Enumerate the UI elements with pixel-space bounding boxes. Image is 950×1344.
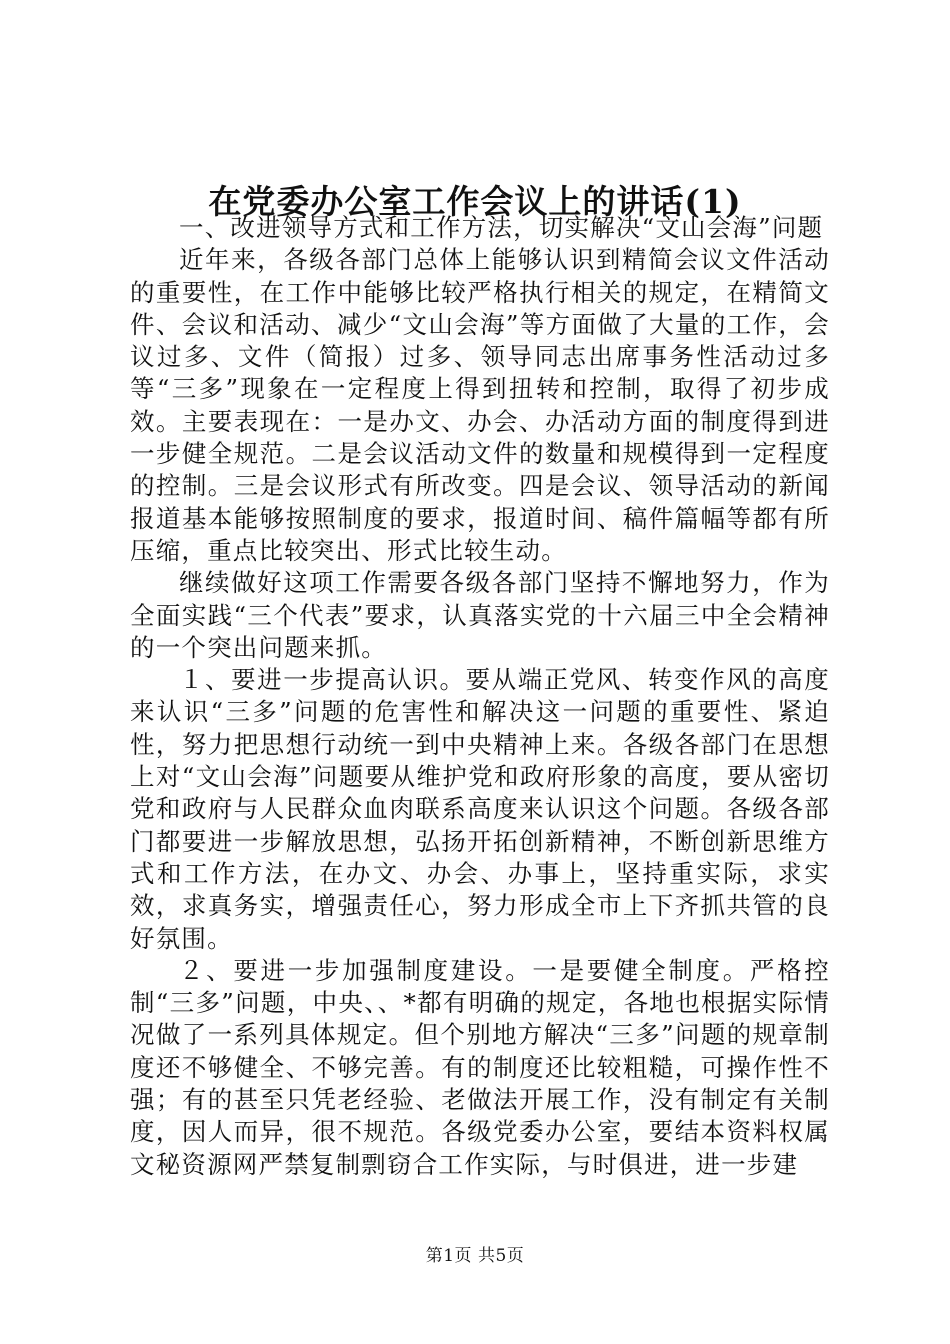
paragraph: 近年来，各级各部门总体上能够认识到精简会议文件活动的重要性，在工作中能够比较严格执行相关的规定，在精简文件、会议和活动、减少“文山会海”等方面做了大量的工作，会议过多、文件（简报）过多、领导同志出席事务性活动过多等“三多”现象在一定程度上得到扭转和控制，取得了初步成效。主要表现在：一是办文、办会、办活动方面的制度得到进一步健全规范。二是会议活动文件的数量和规模得到一定程度的控制。三是会议形式有所改变。四是会议、领导活动的新闻报道基本能够按照制度的要求，报道时间、稿件篇幅等都有所压缩，重点比较突出、形式比较生动。 [130,245,830,565]
document-body [130,212,830,1181]
paragraph: 继续做好这项工作需要各级各部门坚持不懈地努力，作为全面实践“三个代表”要求，认真落实党的十六届三中全会精神的一个突出问题来抓。 [130,568,830,662]
page-footer: 第1页 共5页 [425,1246,525,1266]
section-heading: 一、改进领导方式和工作方法，切实解决“文山会海”问题 [179,213,824,242]
paragraph: １、要进一步提高认识。要从端正党风、转变作风的高度来认识“三多”问题的危害性和解决这一问题的重要性、紧迫性，努力把思想行动统一到中央精神上来。各级各部门在思想上对“文山会海”问题要从维护党和政府形象的高度，要从密切党和政府与人民群众血肉联系高度来认识这个问题。各级各部门都要进一步解放思想，弘扬开拓创新精神，不断创新思维方式和工作方法，在办文、办会、办事上，坚持重实际，求实效，求真务实，增强责任心，努力形成全市上下齐抓共管的良好氛围。 [130,665,830,953]
paragraph: ２、要进一步加强制度建设。一是要健全制度。严格控制“三多”问题，中央、、*都有明确的规定，各地也根据实际情况做了一系列具体规定。但个别地方解决“三多”问题的规章制度还不够健全、不够完善。有的制度还比较粗糙，可操作性不强；有的甚至只凭老经验、老做法开展工作，没有制定有关制度，因人而异，很不规范。各级党委办公室，要结本资料权属文秘资源网严禁复制剽窃合工作实际，与时俱进，进一步建 [130,955,830,1179]
document-title: 在党委办公室工作会议上的讲话(1) [208,182,742,221]
